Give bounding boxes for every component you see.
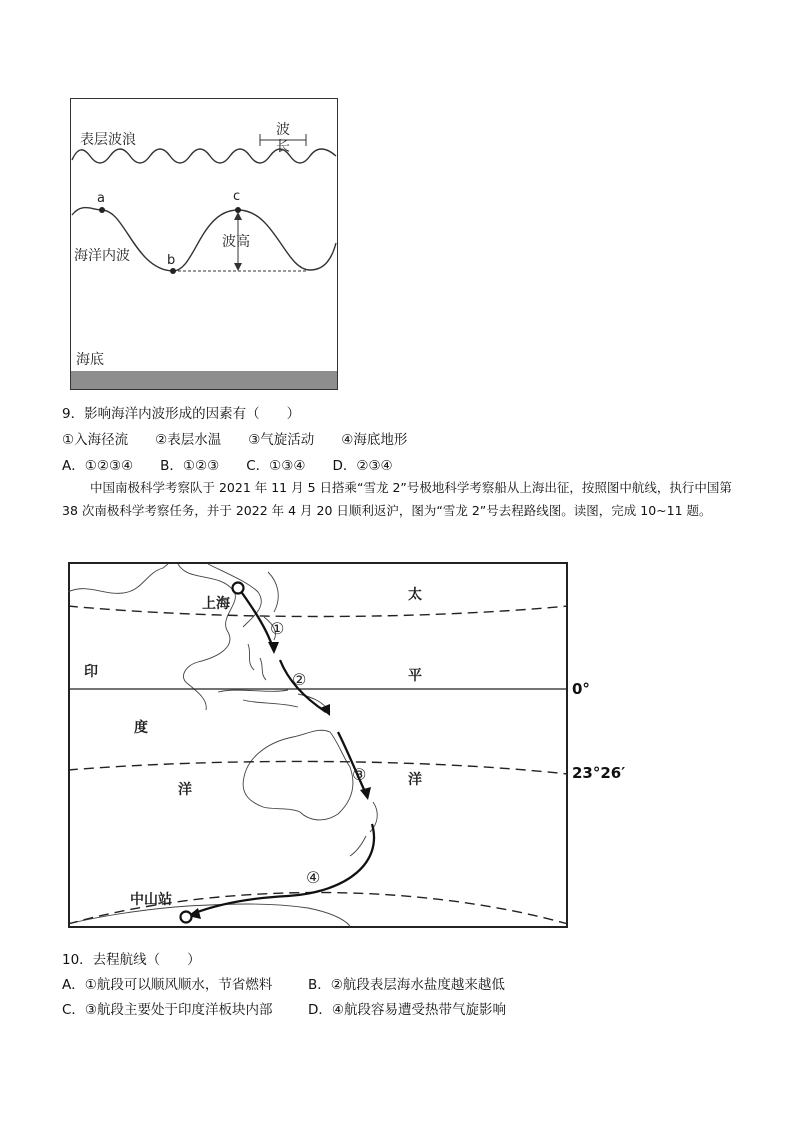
- wavelength-label-2: 长: [276, 139, 290, 155]
- segment-2-label: ②: [292, 670, 307, 689]
- passage-text: 中国南极科学考察队于 2021 年 11 月 5 日搭乘“雪龙 2”号极地科学考察船从上海出征，按照图中航线，执行中国第 38 次南极科学考察任务，并于 2022 年 4 月 20 日顺利返沪，图为“雪龙 2”号去程路线图。读图，完成 10~11 题。: [62, 480, 732, 518]
- q10-stem: 10．去程航线（ ）: [62, 952, 201, 968]
- point-a-marker: [99, 207, 105, 213]
- seabed-band: [71, 371, 337, 389]
- route-map: [68, 562, 568, 928]
- pacific-label-3: 洋: [408, 772, 422, 788]
- pacific-label-1: 太: [408, 587, 422, 603]
- pacific-label-2: 平: [408, 668, 422, 684]
- shanghai-label: 上海: [202, 596, 230, 612]
- q9-factors: ①入海径流 ②表层水温 ③气旋活动 ④海底地形: [62, 432, 408, 448]
- internal-wave-label: 海洋内波: [74, 248, 130, 264]
- zhongshan-marker: [181, 912, 192, 923]
- q10-option-a: A．①航段可以顺风顺水，节省燃料: [62, 977, 273, 993]
- q9-stem: 9．影响海洋内波形成的因素有（ ）: [62, 406, 301, 422]
- point-c-label: c: [233, 189, 241, 204]
- indian-label-2: 度: [134, 720, 148, 736]
- segment-1-label: ①: [270, 619, 285, 638]
- zhongshan-label: 中山站: [130, 892, 172, 908]
- q9-options: A．①②③④ B．①②③ C．①③④ D．②③④: [62, 458, 393, 474]
- segment-4-label: ④: [306, 868, 321, 887]
- equator-label: 0°: [572, 680, 590, 698]
- wave-height-label: 波高: [222, 234, 250, 250]
- wavelength-label-1: 波: [276, 122, 290, 138]
- tropic-label: 23°26′: [572, 764, 626, 782]
- surface-wave-label: 表层波浪: [80, 132, 136, 148]
- segment-3-label: ③: [352, 765, 367, 784]
- internal-wave-figure: [70, 98, 338, 390]
- indian-label-3: 洋: [178, 782, 192, 798]
- shanghai-marker: [233, 583, 244, 594]
- seabed-label: 海底: [76, 352, 104, 368]
- point-b-label: b: [167, 253, 176, 268]
- point-b-marker: [170, 268, 176, 274]
- q10-option-b: B．②航段表层海水盐度越来越低: [308, 977, 505, 993]
- point-a-label: a: [97, 191, 105, 206]
- q10-option-c: C．③航段主要处于印度洋板块内部: [62, 1002, 273, 1018]
- q10-option-d: D．④航段容易遭受热带气旋影响: [308, 1002, 506, 1018]
- indian-label-1: 印: [84, 664, 98, 680]
